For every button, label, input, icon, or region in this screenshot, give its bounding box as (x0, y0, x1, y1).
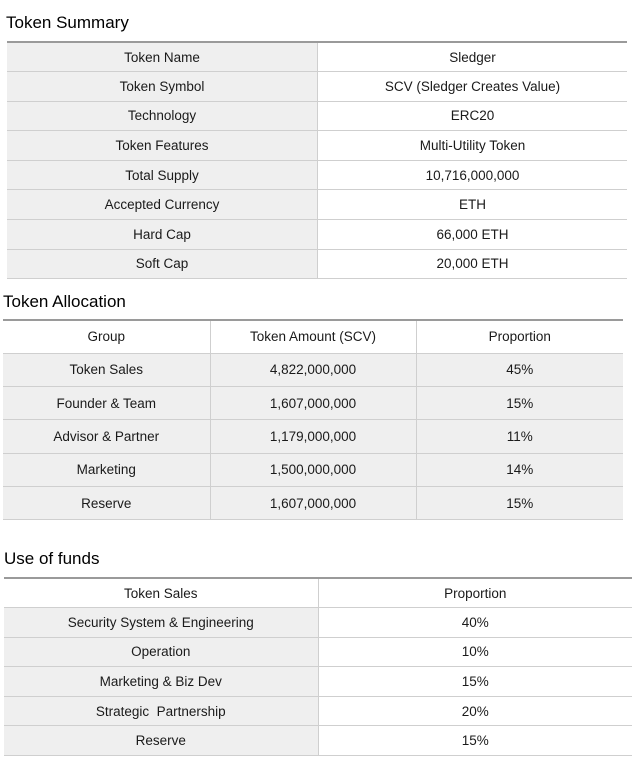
use-of-funds-table (4, 577, 632, 756)
table-header-row (4, 578, 632, 608)
table-row (4, 637, 632, 667)
summary-label: Token Name (7, 42, 318, 72)
table-row (4, 726, 632, 756)
summary-value: ETH (318, 190, 628, 220)
allocation-group: Founder & Team (3, 386, 210, 419)
token-allocation-table (3, 319, 623, 520)
summary-label: Hard Cap (7, 220, 318, 250)
summary-value: Multi-Utility Token (318, 131, 628, 161)
summary-label: Technology (7, 101, 318, 131)
table-row (3, 487, 623, 520)
table-row (7, 131, 627, 161)
allocation-proportion: 15% (416, 487, 623, 520)
allocation-amount: 4,822,000,000 (210, 353, 416, 386)
funds-label: Operation (4, 637, 318, 667)
funds-label: Reserve (4, 726, 318, 756)
summary-value: 10,716,000,000 (318, 160, 628, 190)
summary-label: Accepted Currency (7, 190, 318, 220)
table-header-row (3, 320, 623, 353)
table-row (4, 667, 632, 697)
allocation-proportion: 14% (416, 453, 623, 486)
table-row (4, 608, 632, 638)
table-row (3, 353, 623, 386)
token-summary-table (7, 41, 627, 279)
allocation-proportion: 15% (416, 386, 623, 419)
funds-label: Marketing & Biz Dev (4, 667, 318, 697)
token-allocation-title: Token Allocation (3, 292, 126, 311)
table-row (7, 190, 627, 220)
summary-value: 66,000 ETH (318, 220, 628, 250)
summary-label: Total Supply (7, 160, 318, 190)
table-row (7, 72, 627, 102)
funds-proportion: 10% (318, 637, 632, 667)
allocation-amount: 1,607,000,000 (210, 386, 416, 419)
funds-proportion: 40% (318, 608, 632, 638)
funds-label: Strategic Partnership (4, 696, 318, 726)
funds-proportion: 15% (318, 667, 632, 697)
funds-label: Security System & Engineering (4, 608, 318, 638)
summary-label: Token Symbol (7, 72, 318, 102)
table-row (7, 249, 627, 279)
table-row (3, 386, 623, 419)
funds-proportion: 15% (318, 726, 632, 756)
table-row (7, 42, 627, 72)
allocation-amount: 1,607,000,000 (210, 487, 416, 520)
column-header-amount: Token Amount (SCV) (210, 320, 416, 353)
allocation-amount: 1,500,000,000 (210, 453, 416, 486)
allocation-amount: 1,179,000,000 (210, 420, 416, 453)
table-row (7, 220, 627, 250)
summary-value: SCV (Sledger Creates Value) (318, 72, 628, 102)
allocation-group: Advisor & Partner (3, 420, 210, 453)
summary-label: Soft Cap (7, 249, 318, 279)
summary-value: ERC20 (318, 101, 628, 131)
use-of-funds-title: Use of funds (4, 549, 100, 568)
column-header-token-sales: Token Sales (4, 578, 318, 608)
table-row (7, 160, 627, 190)
allocation-group: Marketing (3, 453, 210, 486)
allocation-group: Token Sales (3, 353, 210, 386)
summary-value: Sledger (318, 42, 628, 72)
token-summary-title: Token Summary (6, 13, 129, 32)
table-row (4, 696, 632, 726)
table-row (7, 101, 627, 131)
allocation-group: Reserve (3, 487, 210, 520)
allocation-proportion: 45% (416, 353, 623, 386)
summary-value: 20,000 ETH (318, 249, 628, 279)
table-row (3, 420, 623, 453)
column-header-proportion: Proportion (318, 578, 632, 608)
summary-label: Token Features (7, 131, 318, 161)
table-row (3, 453, 623, 486)
allocation-proportion: 11% (416, 420, 623, 453)
column-header-group: Group (3, 320, 210, 353)
column-header-proportion: Proportion (416, 320, 623, 353)
funds-proportion: 20% (318, 696, 632, 726)
